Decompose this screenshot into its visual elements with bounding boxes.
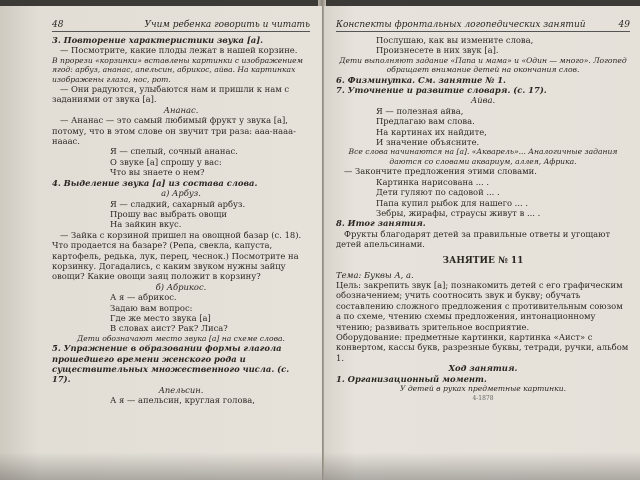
right-text-line: Дети выполняют задание «Папа и мама» и «Один — много». Логопед обращает внимание детей на окончания слов.: [339, 55, 630, 75]
right-page-header: [336, 20, 630, 32]
right-text-line: У детей в руках предметные картинки.: [399, 384, 567, 393]
left-page-body: [52, 35, 310, 406]
left-page: [0, 6, 322, 480]
left-text-line: — Посмотрите, какие плоды лежат в нашей корзине.: [52, 45, 298, 56]
left-header-title: Учим ребенка говорить и читать: [144, 20, 310, 30]
right-text-line: Тема: Буквы А, а.: [336, 269, 414, 280]
page-shadow: [0, 452, 322, 480]
right-text-line: Цель: закрепить звук [а]; познакомить детей с его графическим обозначением; учить соотносить звук и букву; обучать составлению сложного предложения с противительным союзом а по схеме, чтению схемы предложения, интонационному чтению; развивать зрительное восприятие.: [336, 279, 626, 332]
left-text-line: А я — абрикос. Задаю вам вопрос: Где же место звука [а] В словах аист? Рак? Лиса?: [110, 292, 228, 334]
page-shadow: [324, 452, 640, 480]
right-text-line: Фрукты благодарят детей за правильные ответы и угощают детей апельсинами.: [336, 228, 613, 250]
right-text-line: ЗАНЯТИЕ № 11: [442, 255, 524, 266]
left-text-line: 4. Выделение звука [а] из состава слова.: [52, 177, 258, 188]
right-text-line: Оборудование: предметные картинки, картинка «Аист» с конвертом, кассы букв, разрезные буквы, тетради, ручки, альбом 1.: [336, 331, 631, 363]
right-header-title: Конспекты фронтальных логопедических занятий: [336, 20, 586, 30]
left-text-line: — Зайка с корзиной пришел на овощной базар (с. 18). Что продается на базаре? (Репа, свекла, капуста, картофель, редька, лук, перец, чеснок.) Посмотрите на корзинку. Догадались, с каким звуком нужны зайцу овощи? Какие овощи заяц положит в корзину?: [52, 229, 304, 282]
left-text-line: Я — сладкий, сахарный арбуз. Прошу вас выбрать овощи На зайкин вкус.: [110, 198, 246, 230]
right-text-line: Картинка нарисована ... . Дети гуляют по садовой ... . Папа купил рыбок для нашего ... . Зебры, жирафы, страусы живут в ... .: [376, 176, 541, 218]
left-text-line: В прорези «корзинки» вставлены картинки с изображением ягод: арбуз, ананас, апельсин, абрикос, айва. На картинках изображены глаза, нос, рот.: [52, 55, 306, 84]
left-page-number: 48: [52, 20, 64, 30]
left-text-line: Я — спелый, сочный ананас. О звуке [а] спрошу у вас: Что вы знаете о нем?: [110, 146, 238, 178]
right-text-line: 7. Уточнение и развитие словаря. (с. 17).: [336, 85, 547, 96]
left-text-line: А я — апельсин, круглая голова,: [110, 395, 255, 406]
right-text-line: 6. Физминутка. См. занятие № 1.: [336, 74, 506, 85]
left-text-line: а) Арбуз.: [161, 188, 201, 199]
right-text-line: — Закончите предложения этими словами.: [336, 166, 537, 177]
left-text-line: Ананас.: [163, 104, 199, 115]
right-text-line: Послушаю, как вы измените слова, Произнесете в них звук [а].: [376, 35, 534, 56]
right-text-line: Я — полезная айва, Предлагаю вам слова. На картинах их найдите, И значение объясните.: [376, 105, 487, 148]
right-text-line: Ход занятия.: [448, 363, 518, 374]
right-text-line: Все слова начинаются на [а]. «Акварель»... Аналогичные задания даются со словами аквариум, аллея, Африка.: [348, 147, 620, 166]
right-page-body: [336, 35, 630, 393]
right-text-line: 1. Организационный момент.: [336, 373, 487, 384]
right-text-line: 8. Итог занятия.: [336, 218, 426, 229]
right-page: [324, 6, 640, 480]
left-text-line: — Они радуются, улыбаются нам и пришли к нам с заданиями от звука [а].: [52, 84, 292, 105]
right-page-number: 49: [618, 20, 630, 30]
left-text-line: 5. Упражнение в образовании формы глагола прошедшего времени женского рода и существительных множественного числа. (с. 17).: [52, 343, 293, 385]
folio-mark: 4-1878: [472, 395, 494, 403]
right-text-line: Айва.: [470, 95, 496, 106]
left-text-line: 3. Повторение характеристики звука [а].: [52, 35, 264, 45]
left-text-line: Дети обозначают место звука [а] на схеме слова.: [77, 333, 285, 343]
left-text-line: Апельсин.: [158, 384, 204, 395]
left-page-header: [52, 20, 310, 32]
left-text-line: — Ананас — это самый любимый фрукт у звука [а], потому, что в этом слове он звучит три раза: ааа-нааа-нааас.: [52, 115, 296, 147]
left-text-line: б) Абрикос.: [155, 281, 207, 292]
